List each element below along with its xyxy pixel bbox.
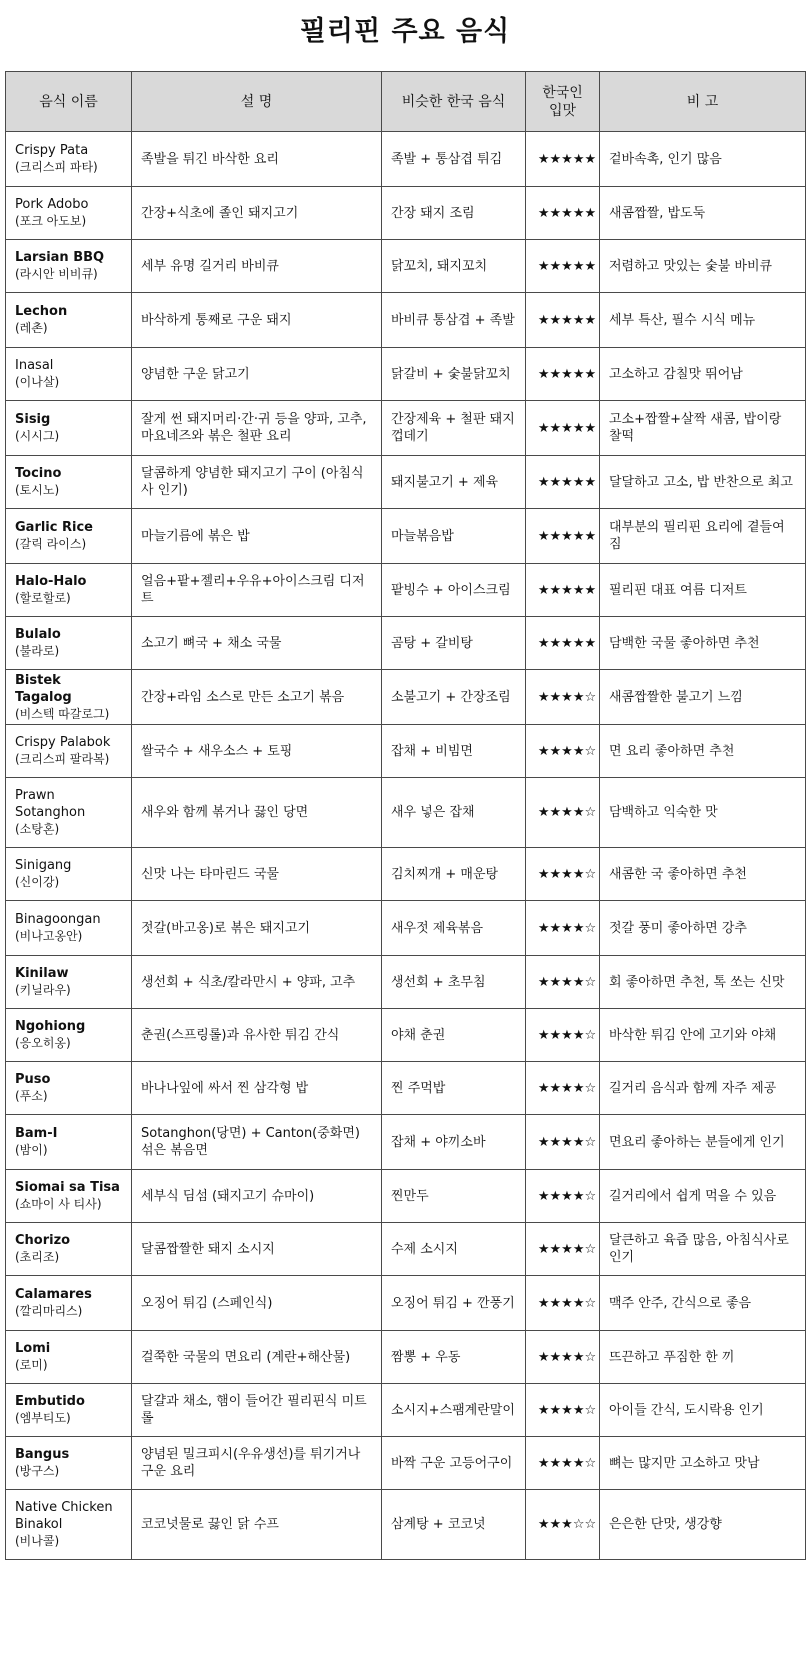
korean-taste-rating (526, 1437, 600, 1490)
food-name-ko: (토시노) (15, 483, 60, 497)
star-rating: ★★★★☆ (537, 1402, 597, 1418)
table-row (6, 456, 806, 509)
food-name-ko: (깔리마리스) (15, 1304, 83, 1318)
food-name-cell (6, 1331, 132, 1384)
food-name-ko: (응오히옹) (15, 1036, 71, 1050)
food-name-ko: (로미) (15, 1358, 48, 1372)
table-row (6, 670, 806, 725)
food-name-en: Tocino (15, 466, 62, 481)
star-rating: ★★★★★ (537, 474, 597, 490)
food-description: 새우와 함께 볶거나 끓인 당면 (132, 778, 382, 848)
star-rating: ★★★★☆ (537, 1241, 597, 1257)
table-row (6, 132, 806, 187)
korean-taste-rating (526, 509, 600, 564)
korean-taste-rating (526, 1384, 600, 1437)
korean-taste-rating (526, 240, 600, 293)
similar-korean-food: 닭꼬치, 돼지꼬치 (382, 240, 526, 293)
food-description: 생선회 + 식초/칼라만시 + 양파, 고추 (132, 956, 382, 1009)
korean-taste-rating (526, 956, 600, 1009)
food-note: 맥주 안주, 간식으로 좋음 (600, 1276, 806, 1331)
star-rating: ★★★★☆ (537, 1188, 597, 1204)
food-name-cell (6, 778, 132, 848)
food-name-cell (6, 1115, 132, 1170)
star-rating: ★★★★☆ (537, 689, 597, 705)
star-rating: ★★★★★ (537, 582, 597, 598)
food-note: 새콤짭짤, 밥도둑 (600, 187, 806, 240)
food-note: 겉바속촉, 인기 많음 (600, 132, 806, 187)
food-name-ko: (밤이) (15, 1143, 48, 1157)
food-name-cell (6, 509, 132, 564)
food-name-cell (6, 401, 132, 456)
food-name-en: Puso (15, 1072, 51, 1087)
food-name-cell (6, 293, 132, 348)
food-note: 저렴하고 맛있는 숯불 바비큐 (600, 240, 806, 293)
food-name-cell (6, 1170, 132, 1223)
food-name-en: Embutido (15, 1394, 85, 1409)
star-rating: ★★★★☆ (537, 866, 597, 882)
header-korean-taste (526, 72, 600, 132)
food-name-en: Halo-Halo (15, 574, 87, 589)
food-name-ko: (이나살) (15, 375, 60, 389)
korean-taste-rating (526, 848, 600, 901)
table-row (6, 778, 806, 848)
table-row (6, 1223, 806, 1276)
food-description: 족발을 튀긴 바삭한 요리 (132, 132, 382, 187)
food-name-en: Bam-I (15, 1126, 58, 1141)
food-name-en: Garlic Rice (15, 520, 93, 535)
table-row (6, 1009, 806, 1062)
star-rating: ★★★★☆ (537, 805, 597, 820)
food-description: 간장+식초에 졸인 돼지고기 (132, 187, 382, 240)
korean-taste-rating (526, 132, 600, 187)
food-note: 면 요리 좋아하면 추천 (600, 725, 806, 778)
food-name-ko: (크리스피 파타) (15, 160, 98, 174)
food-description: 걸쭉한 국물의 면요리 (계란+해산물) (132, 1331, 382, 1384)
korean-taste-rating (526, 1276, 600, 1331)
table-row (6, 564, 806, 617)
food-note: 새콤짭짤한 불고기 느낌 (600, 670, 806, 725)
table-row (6, 1437, 806, 1490)
food-name-ko: (할로할로) (15, 591, 71, 605)
similar-korean-food: 소시지+스팸계란말이 (382, 1384, 526, 1437)
food-name-ko: (초리조) (15, 1250, 60, 1264)
similar-korean-food: 간장 돼지 조림 (382, 187, 526, 240)
korean-taste-rating (526, 725, 600, 778)
table-row (6, 240, 806, 293)
food-name-en: Crispy Palabok (15, 735, 111, 750)
similar-korean-food: 새우젓 제육볶음 (382, 901, 526, 956)
similar-korean-food: 간장제육 + 철판 돼지껍데기 (382, 401, 526, 456)
similar-korean-food: 돼지불고기 + 제육 (382, 456, 526, 509)
korean-taste-rating (526, 564, 600, 617)
similar-korean-food: 수제 소시지 (382, 1223, 526, 1276)
table-row (6, 725, 806, 778)
food-name-ko: (비나고옹안) (15, 929, 83, 943)
food-description: 바삭하게 통째로 구운 돼지 (132, 293, 382, 348)
table-row (6, 509, 806, 564)
table-row (6, 348, 806, 401)
food-name-en: Kinilaw (15, 966, 69, 981)
food-name-cell (6, 240, 132, 293)
korean-taste-rating (526, 348, 600, 401)
korean-taste-rating (526, 617, 600, 670)
similar-korean-food: 닭갈비 + 숯불닭꼬치 (382, 348, 526, 401)
korean-taste-rating (526, 901, 600, 956)
star-rating: ★★★★★ (537, 420, 597, 436)
food-note: 뜨끈하고 푸짐한 한 끼 (600, 1331, 806, 1384)
food-name-cell (6, 348, 132, 401)
table-row (6, 901, 806, 956)
food-description: 양념한 구운 닭고기 (132, 348, 382, 401)
food-name-en: Bistek Tagalog (15, 672, 72, 705)
similar-korean-food: 찐만두 (382, 1170, 526, 1223)
food-name-ko: (포크 아도보) (15, 214, 87, 228)
star-rating: ★★★★★ (537, 151, 597, 167)
food-name-en: Native Chicken Binakol (15, 1500, 113, 1532)
similar-korean-food: 짬뽕 + 우동 (382, 1331, 526, 1384)
food-name-ko: (키닐라우) (15, 983, 71, 997)
food-name-ko: (소탕혼) (15, 822, 60, 836)
food-name-en: Calamares (15, 1287, 92, 1302)
food-note: 세부 특산, 필수 시식 메뉴 (600, 293, 806, 348)
table-row (6, 1331, 806, 1384)
star-rating: ★★★★☆ (537, 1134, 597, 1150)
table-row (6, 848, 806, 901)
similar-korean-food: 찐 주먹밥 (382, 1062, 526, 1115)
korean-taste-rating (526, 1170, 600, 1223)
food-description: 신맛 나는 타마린드 국물 (132, 848, 382, 901)
table-row (6, 956, 806, 1009)
food-description: 세부식 딤섬 (돼지고기 슈마이) (132, 1170, 382, 1223)
food-name-cell (6, 1384, 132, 1437)
header-note: 비 고 (600, 72, 806, 132)
table-row (6, 1384, 806, 1437)
korean-taste-rating (526, 456, 600, 509)
food-description: 젓갈(바고옹)로 볶은 돼지고기 (132, 901, 382, 956)
food-description: 바나나잎에 싸서 찐 삼각형 밥 (132, 1062, 382, 1115)
food-name-cell (6, 1490, 132, 1560)
korean-taste-rating (526, 293, 600, 348)
food-note: 은은한 단맛, 생강향 (600, 1490, 806, 1560)
star-rating: ★★★★★ (537, 528, 597, 544)
korean-taste-rating (526, 1331, 600, 1384)
food-name-cell (6, 848, 132, 901)
food-name-cell (6, 1009, 132, 1062)
table-row (6, 401, 806, 456)
food-name-ko: (라시안 비비큐) (15, 267, 98, 281)
food-description: 간장+라임 소스로 만든 소고기 볶음 (132, 670, 382, 725)
food-name-ko: (방구스) (15, 1464, 60, 1478)
header-description: 설 명 (132, 72, 382, 132)
table-header-row (6, 72, 806, 132)
korean-taste-rating (526, 187, 600, 240)
food-description: 양념된 밀크피시(우유생선)를 튀기거나 구운 요리 (132, 1437, 382, 1490)
food-name-ko: (비스텍 따갈로그) (15, 706, 110, 721)
food-name-en: Chorizo (15, 1233, 71, 1248)
korean-taste-rating (526, 1115, 600, 1170)
similar-korean-food: 잡채 + 야끼소바 (382, 1115, 526, 1170)
food-name-cell (6, 1062, 132, 1115)
star-rating: ★★★☆☆ (537, 1517, 597, 1532)
food-name-en: Lechon (15, 304, 68, 319)
star-rating: ★★★★★ (537, 205, 597, 221)
star-rating: ★★★★☆ (537, 920, 597, 936)
food-description: 소고기 뼈국 + 채소 국물 (132, 617, 382, 670)
food-note: 아이들 간식, 도시락용 인기 (600, 1384, 806, 1437)
food-name-ko: (시시그) (15, 429, 60, 443)
star-rating: ★★★★☆ (537, 1027, 597, 1043)
food-name-en: Siomai sa Tisa (15, 1180, 120, 1195)
food-note: 면요리 좋아하는 분들에게 인기 (600, 1115, 806, 1170)
page-title: 필리핀 주요 음식 (299, 16, 511, 47)
food-description: 얼음+팥+젤리+우유+아이스크림 디저트 (132, 564, 382, 617)
table-row (6, 1062, 806, 1115)
food-description: 코코넛물로 끓인 닭 수프 (132, 1490, 382, 1560)
food-name-ko: (쇼마이 사 티사) (15, 1197, 102, 1211)
similar-korean-food: 새우 넣은 잡채 (382, 778, 526, 848)
food-note: 담백한 국물 좋아하면 추천 (600, 617, 806, 670)
table-row (6, 293, 806, 348)
food-note: 고소+짭짤+살짝 새콤, 밥이랑 찰떡 (600, 401, 806, 456)
food-name-en: Larsian BBQ (15, 250, 105, 265)
table-row (6, 1490, 806, 1560)
star-rating: ★★★★☆ (537, 974, 597, 990)
header-similar-korean-food: 비슷한 한국 음식 (382, 72, 526, 132)
food-note: 달달하고 고소, 밥 반찬으로 최고 (600, 456, 806, 509)
food-note: 담백하고 익숙한 맛 (600, 778, 806, 848)
korean-taste-rating (526, 778, 600, 848)
korean-taste-rating (526, 1490, 600, 1560)
food-name-ko: (불라로) (15, 644, 60, 658)
similar-korean-food: 바짝 구운 고등어구이 (382, 1437, 526, 1490)
food-name-ko: (갈릭 라이스) (15, 537, 87, 551)
table-body (6, 132, 806, 1560)
food-name-cell (6, 187, 132, 240)
food-note: 바삭한 튀김 안에 고기와 야채 (600, 1009, 806, 1062)
food-description: Sotanghon(당면) + Canton(중화면) 섞은 볶음면 (132, 1115, 382, 1170)
food-name-cell (6, 617, 132, 670)
star-rating: ★★★★★ (537, 635, 597, 651)
similar-korean-food: 생선회 + 초무침 (382, 956, 526, 1009)
table-row (6, 617, 806, 670)
header-korean-taste-label: 한국인 입맛 (542, 84, 583, 119)
food-name-cell (6, 564, 132, 617)
food-description: 잘게 썬 돼지머리·간·귀 등을 양파, 고추, 마요네즈와 볶은 철판 요리 (132, 401, 382, 456)
header-name: 음식 이름 (6, 72, 132, 132)
table-row (6, 1170, 806, 1223)
star-rating: ★★★★★ (537, 258, 597, 274)
food-name-ko: (푸소) (15, 1089, 48, 1103)
food-name-cell (6, 456, 132, 509)
food-note: 대부분의 필리핀 요리에 곁들여짐 (600, 509, 806, 564)
similar-korean-food: 소불고기 + 간장조림 (382, 670, 526, 725)
food-name-cell (6, 132, 132, 187)
food-note: 길거리 음식과 함께 자주 제공 (600, 1062, 806, 1115)
food-name-en: Inasal (15, 358, 54, 373)
food-description: 오징어 튀김 (스페인식) (132, 1276, 382, 1331)
star-rating: ★★★★☆ (537, 1080, 597, 1096)
food-description: 달걀과 채소, 햄이 들어간 필리핀식 미트롤 (132, 1384, 382, 1437)
food-note: 뼈는 많지만 고소하고 맛남 (600, 1437, 806, 1490)
star-rating: ★★★★★ (537, 312, 597, 328)
similar-korean-food: 마늘볶음밥 (382, 509, 526, 564)
table-row (6, 187, 806, 240)
similar-korean-food: 야채 춘권 (382, 1009, 526, 1062)
food-name-en: Bulalo (15, 627, 61, 642)
food-name-cell (6, 1223, 132, 1276)
food-name-en: Ngohiong (15, 1019, 86, 1034)
food-name-en: Pork Adobo (15, 197, 89, 212)
food-name-en: Sinigang (15, 858, 72, 873)
star-rating: ★★★★☆ (537, 743, 597, 759)
food-name-ko: (레촌) (15, 321, 48, 335)
food-name-en: Sisig (15, 412, 51, 427)
star-rating: ★★★★☆ (537, 1455, 597, 1471)
food-name-en: Bangus (15, 1447, 70, 1462)
similar-korean-food: 족발 + 통삼겹 튀김 (382, 132, 526, 187)
food-note: 회 좋아하면 추천, 톡 쏘는 신맛 (600, 956, 806, 1009)
korean-taste-rating (526, 1062, 600, 1115)
food-description: 세부 유명 길거리 바비큐 (132, 240, 382, 293)
star-rating: ★★★★★ (537, 366, 597, 382)
food-name-ko: (크리스피 팔라복) (15, 752, 110, 766)
food-name-ko: (비나콜) (15, 1534, 60, 1548)
food-description: 마늘기름에 볶은 밥 (132, 509, 382, 564)
food-name-en: Crispy Pata (15, 143, 89, 158)
food-name-cell (6, 901, 132, 956)
korean-taste-rating (526, 1223, 600, 1276)
food-name-cell (6, 725, 132, 778)
table-row (6, 1276, 806, 1331)
food-name-cell (6, 1437, 132, 1490)
food-description: 달콤짭짤한 돼지 소시지 (132, 1223, 382, 1276)
food-name-cell (6, 670, 132, 725)
star-rating: ★★★★☆ (537, 1349, 597, 1365)
food-description: 춘권(스프링롤)과 유사한 튀김 간식 (132, 1009, 382, 1062)
star-rating: ★★★★☆ (537, 1295, 597, 1311)
similar-korean-food: 김치찌개 + 매운탕 (382, 848, 526, 901)
korean-taste-rating (526, 1009, 600, 1062)
food-name-ko: (엠부티도) (15, 1411, 71, 1425)
similar-korean-food: 잡채 + 비빔면 (382, 725, 526, 778)
food-description: 달콤하게 양념한 돼지고기 구이 (아침식사 인기) (132, 456, 382, 509)
korean-taste-rating (526, 670, 600, 725)
food-note: 고소하고 감칠맛 뛰어남 (600, 348, 806, 401)
food-name-cell (6, 956, 132, 1009)
food-name-ko: (신이강) (15, 875, 60, 889)
similar-korean-food: 바비큐 통삼겹 + 족발 (382, 293, 526, 348)
food-name-en: Prawn Sotanghon (15, 788, 86, 820)
table-row (6, 1115, 806, 1170)
similar-korean-food: 곰탕 + 갈비탕 (382, 617, 526, 670)
food-name-en: Lomi (15, 1341, 51, 1356)
similar-korean-food: 삼계탕 + 코코넛 (382, 1490, 526, 1560)
food-note: 젓갈 풍미 좋아하면 강추 (600, 901, 806, 956)
similar-korean-food: 오징어 튀김 + 깐풍기 (382, 1276, 526, 1331)
food-note: 길거리에서 쉽게 먹을 수 있음 (600, 1170, 806, 1223)
food-table (5, 71, 806, 1560)
food-name-en: Binagoongan (15, 912, 101, 927)
korean-taste-rating (526, 401, 600, 456)
food-note: 새콤한 국 좋아하면 추천 (600, 848, 806, 901)
similar-korean-food: 팥빙수 + 아이스크림 (382, 564, 526, 617)
food-description: 쌀국수 + 새우소스 + 토핑 (132, 725, 382, 778)
food-note: 필리핀 대표 여름 디저트 (600, 564, 806, 617)
food-name-cell (6, 1276, 132, 1331)
food-note: 달큰하고 육즙 많음, 아침식사로 인기 (600, 1223, 806, 1276)
